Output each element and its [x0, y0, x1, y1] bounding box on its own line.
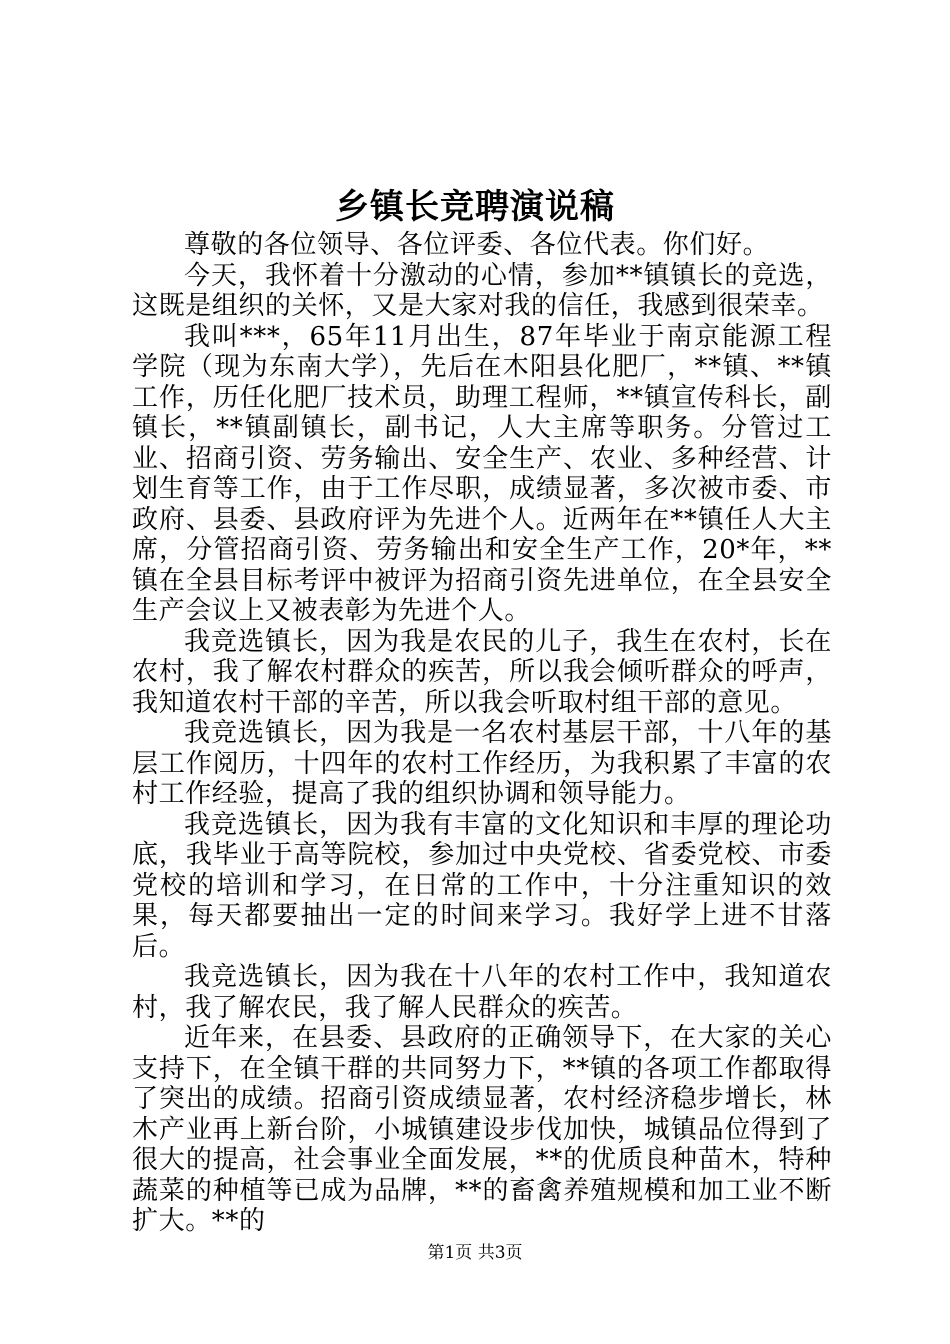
paragraph-self-introduction: 我叫***，65年11月出生，87年毕业于南京能源工程学院（现为东南大学），先后在木阳县化肥厂，**镇、**镇工作，历任化肥厂技术员，助理工程师，**镇宣传科长，副镇长，**镇副镇长，副书记，人大主席等职务。分管过工业、招商引资、劳务输出、安全生产、农业、多种经营、计划生育等工作，由于工作尽职，成绩显著，多次被市委、市政府、县委、县政府评为先进个人。近两年在**镇任人大主席，分管招商引资、劳务输出和安全生产工作，20*年，**镇在全县目标考评中被评为招商引资先进单位，在全县安全生产会议上又被表彰为先进个人。 [132, 321, 832, 626]
paragraph-reason-knowledge: 我竞选镇长，因为我有丰富的文化知识和丰厚的理论功底，我毕业于高等院校，参加过中央党校、省委党校、市委党校的培训和学习，在日常的工作中，十分注重知识的效果，每天都要抽出一定的时间来学习。我好学上进不甘落后。 [132, 809, 832, 962]
paragraph-reason-understanding: 我竞选镇长，因为我在十八年的农村工作中，我知道农村，我了解农民，我了解人民群众的疾苦。 [132, 962, 832, 1023]
paragraph-achievements: 近年来，在县委、县政府的正确领导下，在大家的关心支持下，在全镇干群的共同努力下，**镇的各项工作都取得了突出的成绩。招商引资成绩显著，农村经济稳步增长，林木产业再上新台阶，小城镇建设步伐加快，城镇品位得到了很大的提高，社会事业全面发展，**的优质良种苗木，特种蔬菜的种植等已成为品牌，**的畜禽养殖规模和加工业不断扩大。**的 [132, 1023, 832, 1236]
document-body [132, 230, 832, 1237]
paragraph-greeting: 尊敬的各位领导、各位评委、各位代表。你们好。 [184, 230, 770, 260]
page-footer: 第1页 共3页 [427, 1243, 523, 1263]
paragraph-opening: 今天，我怀着十分激动的心情，参加**镇镇长的竞选，这既是组织的关怀，又是大家对我的信任，我感到很荣幸。 [132, 260, 832, 321]
paragraph-reason-experience: 我竞选镇长，因为我是一名农村基层干部，十八年的基层工作阅历，十四年的农村工作经历，为我积累了丰富的农村工作经验，提高了我的组织协调和领导能力。 [132, 718, 832, 809]
document-title: 乡镇长竞聘演说稿 [335, 187, 615, 227]
paragraph-reason-rural-origin: 我竞选镇长，因为我是农民的儿子，我生在农村，长在农村，我了解农村群众的疾苦，所以我会倾听群众的呼声，我知道农村干部的辛苦，所以我会听取村组干部的意见。 [132, 626, 832, 718]
